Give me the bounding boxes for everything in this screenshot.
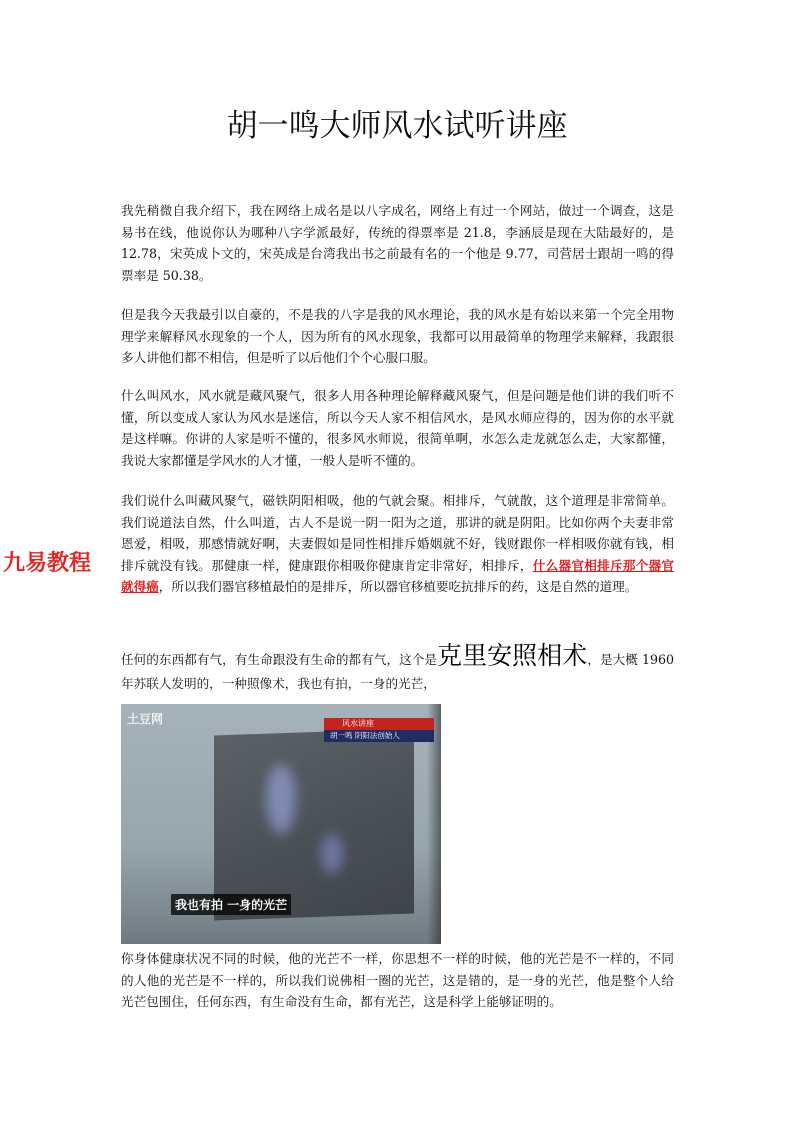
paragraph-yin-yang	[121, 490, 674, 598]
paragraph-kirlian-end: ，是大概 1960 年苏联人发明的，一种照像术，我也有拍，一身的光芒，	[121, 652, 674, 691]
paragraph-what-is-fengshui: 什么叫风水，风水就是藏风聚气，很多人用各种理论解释藏风聚气，但是问题是他们讲的我们听不懂，所以变成人家认为风水是迷信，所以今天人家不相信风水，是风水师应得的，因为你的水平就是这样嘛。你讲的人家是听不懂的，很多风水师说，很简单啊，水怎么走龙就怎么走，大家都懂，我说大家都懂是学风水的人才懂，一般人是听不懂的。	[121, 388, 674, 468]
video-subtitle: 我也有拍 一身的光芒	[171, 894, 291, 915]
video-program-tag	[324, 718, 434, 742]
paragraph-kirlian-text: 任何的东西都有气，有生命跟没有生命的都有气，这个是	[121, 652, 438, 667]
program-name: 风水讲座	[324, 718, 434, 730]
aura-glow	[321, 834, 343, 874]
watermark-text: 九易教程	[3, 551, 92, 576]
highlighted-phrase: 什么器官相排斥那个器官就得癌	[121, 557, 675, 594]
kirlian-term: 克里安照相术	[437, 641, 588, 670]
paragraph-yin-yang-text: 我们说什么叫藏风聚气，磁铁阴阳相吸，他的气就会聚。相排斥，气就散，这个道理是非常简单。我们说道法自然，什么叫道，古人不是说一阴一阳为之道，那讲的就是阴阳。比如你两个夫妻非常恩爱，相吸，那感情就好啊，夫妻假如是同性相排斥婚姻就不好，钱财跟你一样相吸你就有钱，相排斥就没有钱。那健康一样，健康跟你相吸你健康肯定非常好，相排斥，	[121, 493, 674, 573]
video-screenshot	[121, 704, 441, 944]
paragraph-aura: 你身体健康状况不同的时候，他的光芒不一样，你思想不一样的时候，他的光芒是不一样的，不同的人他的光芒是不一样的，所以我们说佛相一圈的光芒，这是错的，是一身的光芒，他是整个人给光芒包围住，任何东西，有生命没有生命，都有光芒，这是科学上能够证明的。	[121, 951, 674, 1009]
speaker-name: 胡一鸣 阴阳法创始人	[324, 730, 434, 742]
video-site-logo: 土豆网	[127, 712, 164, 726]
paragraph-intro: 我先稍微自我介绍下，我在网络上成名是以八字成名，网络上有过一个网站，做过一个调查，这是易书在线，他说你认为哪种八字学派最好，传统的得票率是 21.8，李涵辰是现在大陆最好的，是 12.78，宋英成卜文的，宋英成是台湾我出书之前最有名的一个他是 9.77，司营居士跟胡一鸣的得票率是 50.38。	[121, 203, 674, 283]
kirlian-photo-panel	[214, 729, 414, 921]
paragraph-fengshui-theory: 但是我今天我最引以自豪的，不是我的八字是我的风水理论，我的风水是有始以来第一个完全用物理学来解释风水现象的一个人，因为所有的风水现象，我都可以用最简单的物理学来解释，我跟很多人讲他们都不相信，但是听了以后他们个个心服口服。	[121, 307, 674, 365]
document-title: 胡一鸣大师风水试听讲座	[226, 108, 568, 144]
paragraph-kirlian	[121, 641, 674, 696]
paragraph-yin-yang-end: ，所以我们器官移植最怕的是排斥，所以器官移植要吃抗排斥的药，这是自然的道理。	[158, 579, 638, 594]
aura-glow	[266, 764, 296, 834]
